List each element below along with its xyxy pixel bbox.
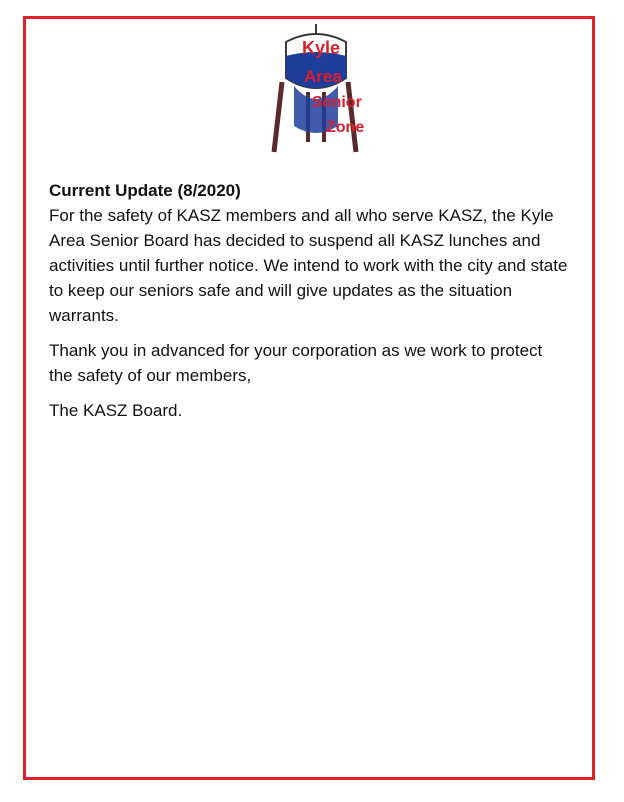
- notice-paragraph-1: For the safety of KASZ members and all who serve KASZ, the Kyle Area Senior Board has decided to suspend all KASZ lunches and activities until further notice. We intend to work with the city and state to keep our seniors safe and will give updates as the situation warrants.: [49, 206, 568, 325]
- notice-signature: The KASZ Board.: [49, 401, 183, 420]
- notice-paragraph-2: Thank you in advanced for your corporation as we work to protect the safety of our members,: [49, 341, 543, 385]
- logo-word-3: Senior: [312, 94, 362, 111]
- water-tower-logo-icon: [268, 22, 364, 158]
- logo-word-1: Kyle: [302, 38, 341, 58]
- notice-content: [49, 178, 569, 433]
- kasz-logo: [268, 22, 364, 158]
- logo-word-2: Area: [304, 67, 342, 86]
- notice-heading: Current Update (8/2020): [49, 181, 241, 200]
- logo-word-4: Zone: [326, 119, 364, 136]
